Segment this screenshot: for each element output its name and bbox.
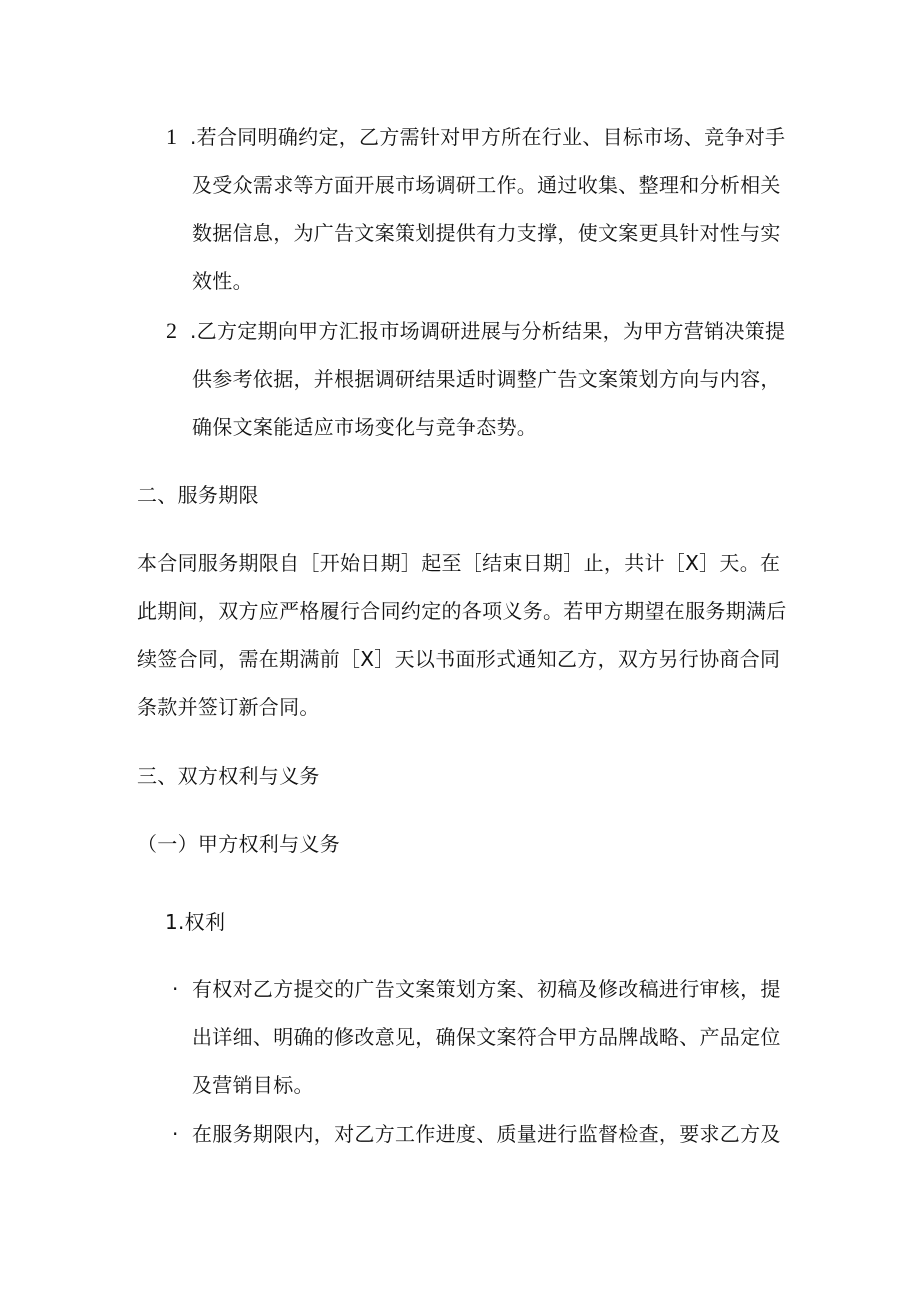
paragraph-line: 出详细、明确的修改意见，确保文案符合甲方品牌战略、产品定位	[192, 1025, 781, 1049]
bullet-dot: ·	[172, 977, 179, 1001]
paragraph-line: 在服务期限内，对乙方工作进度、质量进行监督检查，要求乙方及	[192, 1122, 781, 1146]
paragraph-line: 确保文案能适应市场变化与竞争态势。	[192, 415, 538, 439]
paragraph-line: 续签合同，需在期满前［X］天以书面形式通知乙方，双方另行协商合同	[137, 647, 781, 671]
section-heading: 三、双方权利与义务	[137, 764, 320, 788]
list-number: 1	[166, 124, 177, 149]
paragraph-line: .若合同明确约定，乙方需针对甲方所在行业、目标市场、竞争对手	[190, 125, 786, 149]
paragraph-line: 本合同服务期限自［开始日期］起至［结束日期］止，共计［X］天。在	[137, 551, 781, 575]
bullet-dot: ·	[172, 1122, 179, 1146]
paragraph-line: 及营销目标。	[192, 1073, 314, 1097]
paragraph-line: 条款并签订新合同。	[137, 695, 320, 719]
paragraph-line: 供参考依据，并根据调研结果适时调整广告文案策划方向与内容，	[192, 367, 781, 391]
subsection-heading: （一）甲方权利与义务	[137, 832, 340, 856]
paragraph-line: 效性。	[192, 269, 253, 293]
list-number: 2	[166, 318, 177, 343]
section-heading: 二、服务期限	[137, 483, 259, 507]
paragraph-line: 数据信息，为广告文案策划提供有力支撑，使文案更具针对性与实	[192, 221, 781, 245]
paragraph-line: 及受众需求等方面开展市场调研工作。通过收集、整理和分析相关	[192, 173, 781, 197]
paragraph-line: .乙方定期向甲方汇报市场调研进展与分析结果，为甲方营销决策提	[190, 319, 786, 343]
subsubsection-heading: 1.权利	[165, 910, 226, 934]
paragraph-line: 有权对乙方提交的广告文案策划方案、初稿及修改稿进行审核，提	[192, 977, 781, 1001]
paragraph-line: 此期间，双方应严格履行合同约定的各项义务。若甲方期望在服务期满后	[137, 599, 787, 623]
